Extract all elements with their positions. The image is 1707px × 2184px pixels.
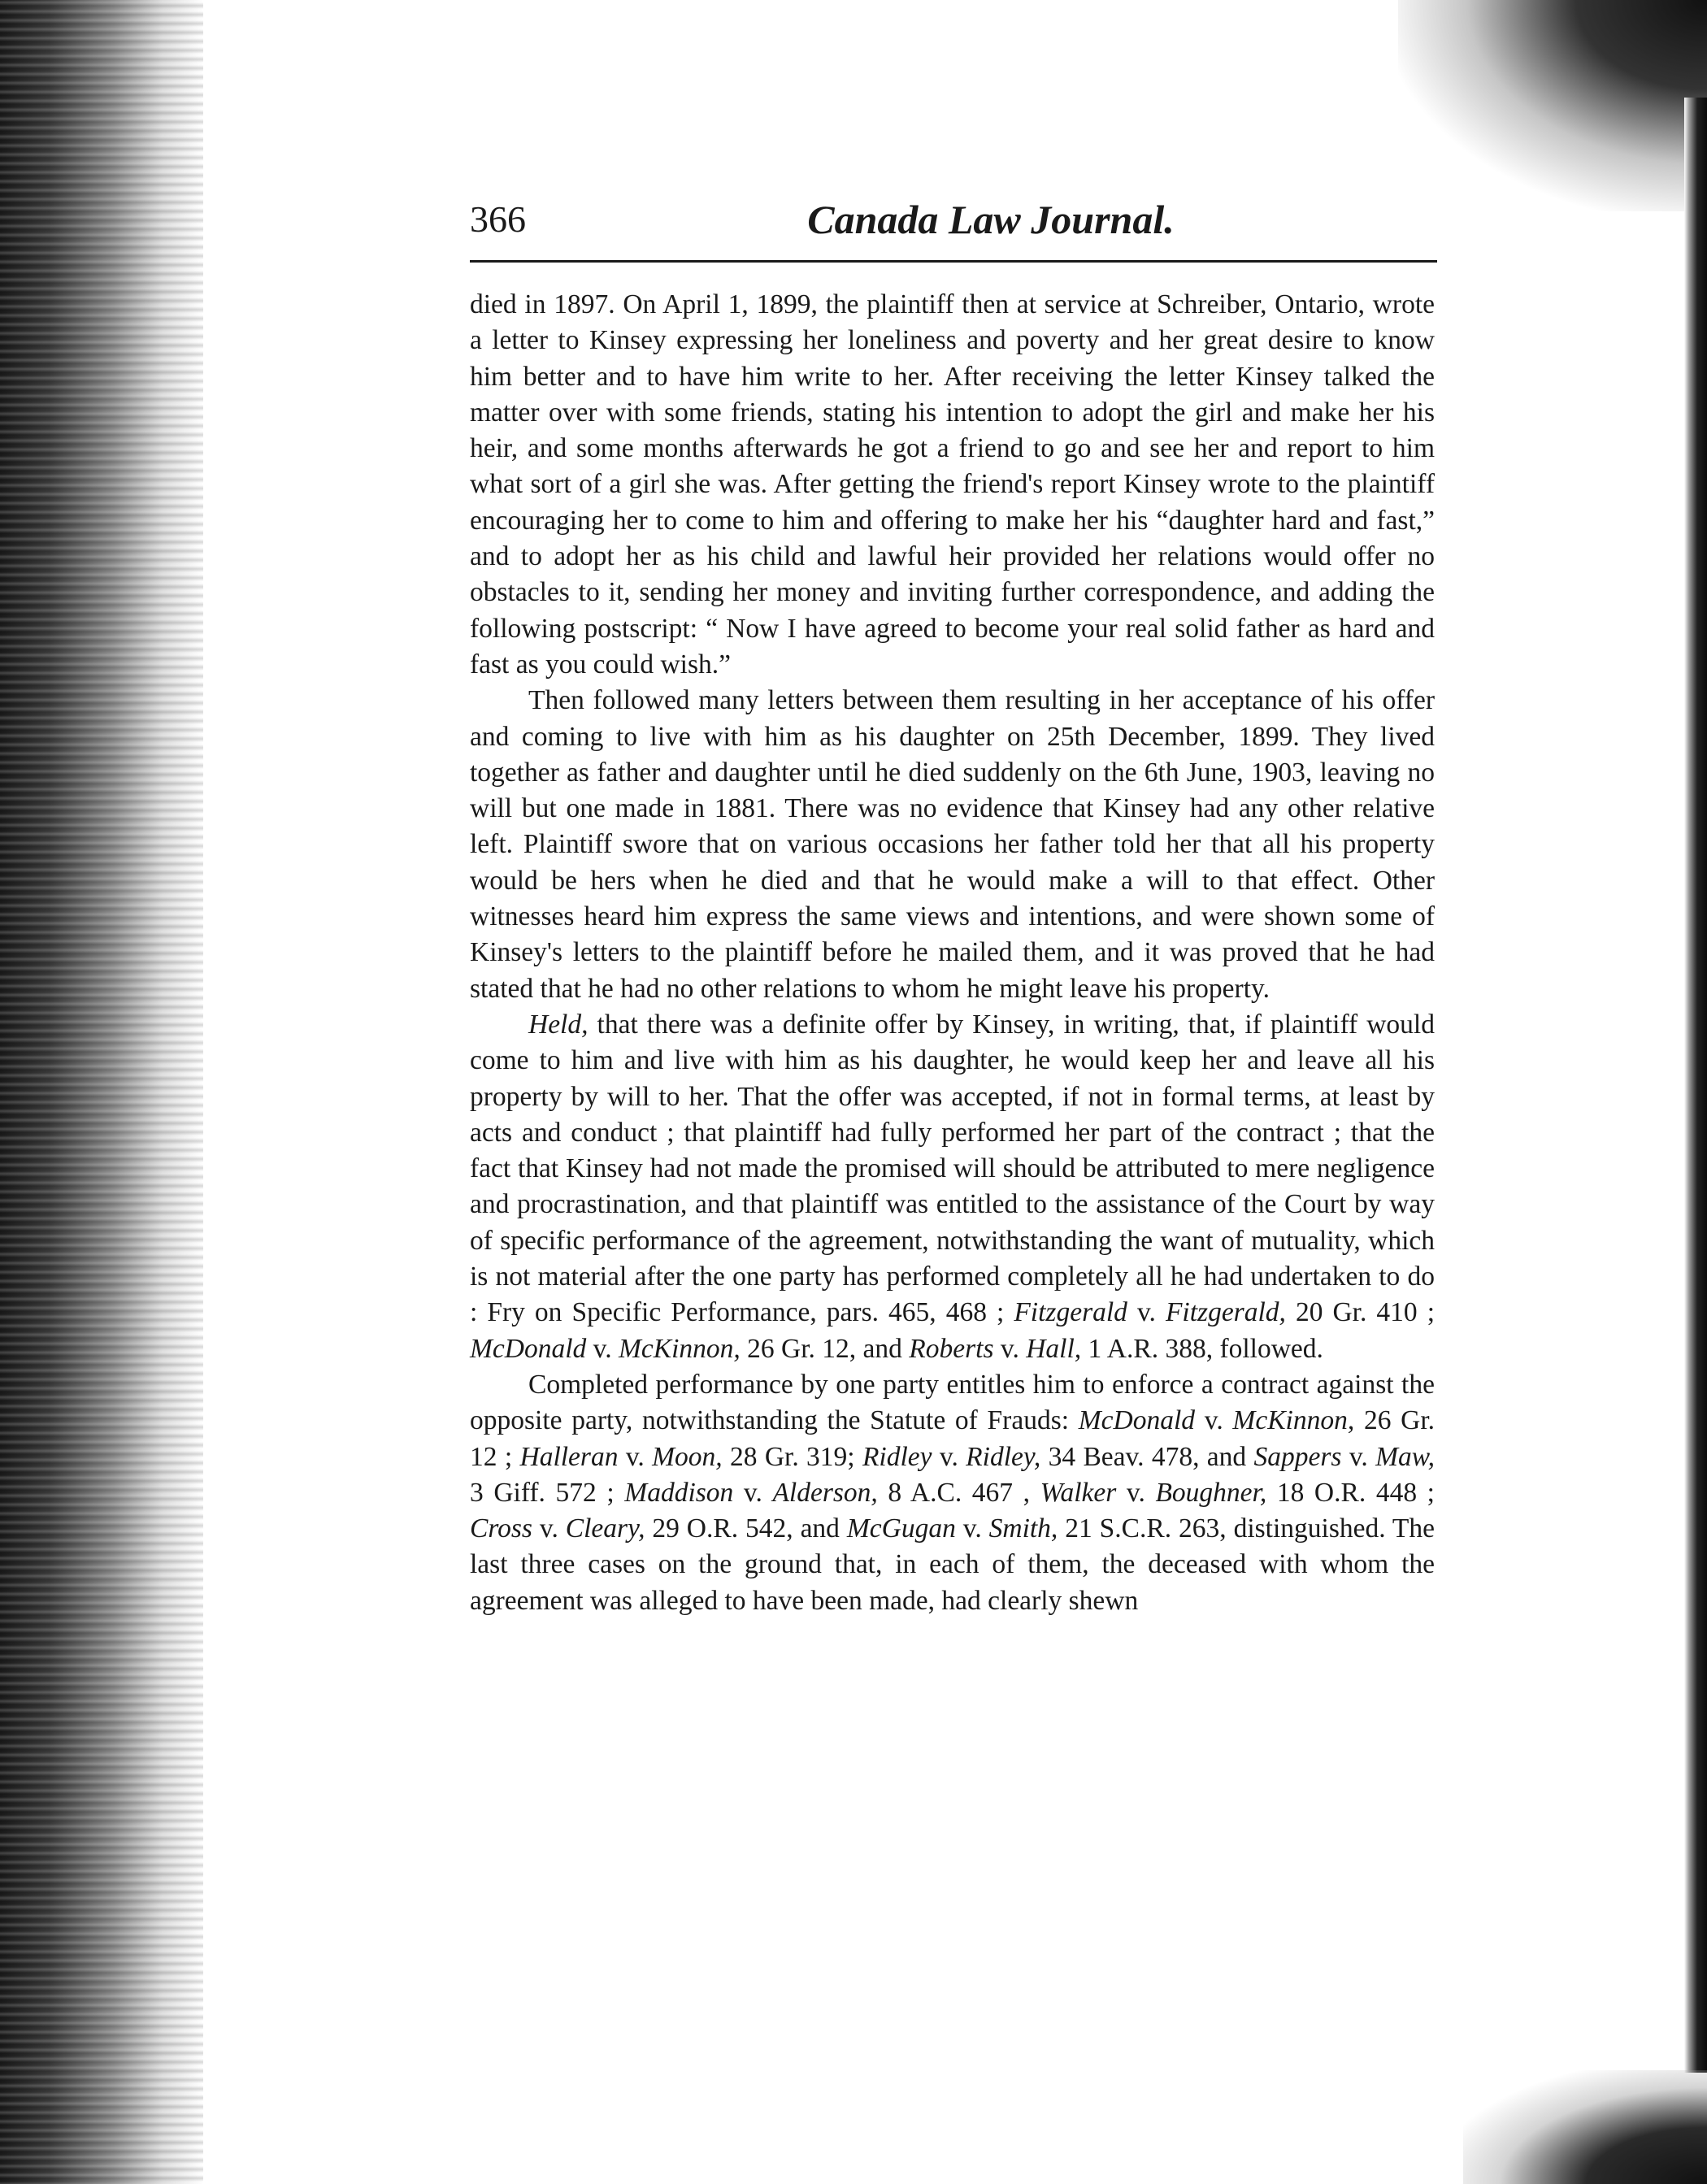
case-name: Walker: [1040, 1477, 1117, 1508]
citation-text: 28 Gr. 319;: [722, 1441, 862, 1472]
case-name: Alderson,: [772, 1477, 878, 1508]
article-body: [470, 287, 1435, 1619]
case-name: Smith,: [988, 1513, 1058, 1544]
case-versus: v.: [932, 1441, 966, 1472]
case-name: McKinnon,: [618, 1333, 741, 1364]
paragraph-completed-performance: [470, 1367, 1435, 1619]
case-versus: v.: [733, 1477, 773, 1508]
case-versus: v.: [993, 1333, 1027, 1364]
case-name: Fitzgerald,: [1165, 1297, 1286, 1328]
case-name: Boughner,: [1155, 1477, 1267, 1508]
scan-shadow-top-right: [1398, 0, 1707, 211]
case-name: Roberts: [909, 1333, 994, 1364]
case-versus: v.: [586, 1333, 619, 1364]
paragraph-held: [470, 1007, 1435, 1367]
header-rule: [470, 260, 1437, 263]
paragraph-facts-continued: died in 1897. On April 1, 1899, the plaintiff then at service at Schreiber, Ontario, wrote a letter to Kinsey expressing her loneliness and poverty and her great desire to know him better and to have him write to her. After receiving the letter Kinsey talked the matter over with some friends, stating his intention to adopt the girl and make her his heir, and some months afterwards he got a friend to go and see her and report to him what sort of a girl she was. After getting the friend's report Kinsey wrote to the plaintiff encouraging her to come to him and offering to make her his “daughter hard and fast,” and to adopt her as his child and lawful heir provided her relations would offer no obstacles to it, sending her money and inviting further correspondence, and adding the following postscript: “ Now I have agreed to become your real solid father as hard and fast as you could wish.”: [470, 289, 1435, 680]
case-name: McGugan: [846, 1513, 956, 1544]
case-name: Cleary,: [565, 1513, 645, 1544]
page-number: 366: [470, 198, 526, 240]
case-name: McDonald: [470, 1333, 587, 1364]
case-name: McDonald: [1078, 1405, 1196, 1436]
scan-shadow-left: [0, 0, 203, 2184]
case-versus: v.: [1127, 1297, 1166, 1328]
citation-text: 26 Gr. 12, and: [740, 1333, 910, 1364]
case-versus: v.: [1195, 1405, 1233, 1436]
case-name: McKinnon,: [1232, 1405, 1355, 1436]
case-name: Sappers: [1253, 1441, 1342, 1472]
citation-text: 1 A.R. 388, followed.: [1081, 1333, 1323, 1364]
case-name: Moon,: [652, 1441, 723, 1472]
citation-text: 20 Gr. 410 ;: [1285, 1297, 1435, 1328]
held-label: Held,: [528, 1009, 589, 1040]
case-name: Maddison: [624, 1477, 734, 1508]
citation-text: 18 O.R. 448 ;: [1266, 1477, 1435, 1508]
citation-text: 21 S.C.R. 263, distinguished. The last three cases on the ground that, in each of them, the deceased with whom the agreement was alleged to have been made, had clearly shewn: [470, 1513, 1436, 1616]
case-name: Ridley: [862, 1441, 932, 1472]
citation-text: 29 O.R. 542, and: [645, 1513, 847, 1544]
scan-shadow-right: [1684, 98, 1707, 2073]
case-versus: v.: [1116, 1477, 1156, 1508]
case-versus: v.: [618, 1441, 653, 1472]
case-name: Ridley,: [966, 1441, 1041, 1472]
citation-text: 26 Gr. 12 ;: [470, 1405, 1436, 1472]
performance-text: Completed performance by one party entitles him to enforce a contract against the opposite party, notwithstanding the Statute of Frauds:: [470, 1369, 1435, 1436]
case-versus: v.: [1341, 1441, 1376, 1472]
case-name: Fitzgerald: [1014, 1297, 1127, 1328]
case-versus: v.: [532, 1513, 566, 1544]
held-text: that there was a definite offer by Kinsey, in writing, that, if plaintiff would come to him and live with him as his daughter, he would keep her and leave all his property by will to her. That the offer was accepted, if not in formal terms, at least by acts and conduct ; that plaintiff had fully performed her part of the contract ; that the fact that Kinsey had not made the promised will should be attributed to mere negligence and procrastination, and that plaintiff was entitled to the assistance of the Court by way of specific performance of the agreement, notwithstanding the want of mutuality, which is not material after the one party has performed completely all he had undertaken to do : Fry on Specific Performance, pars. 465, 468 ;: [470, 1009, 1435, 1328]
journal-page: [470, 195, 1435, 1619]
citation-text: 34 Beav. 478, and: [1040, 1441, 1254, 1472]
journal-title: Canada Law Journal.: [807, 197, 1175, 242]
running-head: [470, 195, 1435, 255]
case-name: Halleran: [519, 1441, 619, 1472]
citation-text: 3 Giff. 572 ;: [470, 1477, 625, 1508]
citation-text: 8 A.C. 467 ,: [877, 1477, 1040, 1508]
case-versus: v.: [955, 1513, 989, 1544]
case-name: Maw,: [1375, 1441, 1435, 1472]
scan-shadow-bottom-right: [1463, 2070, 1707, 2184]
paragraph-facts: Then followed many letters between them resulting in her acceptance of his offer and coming to live with him as his daughter on 25th December, 1899. They lived together as father and daughter until he died suddenly on the 6th June, 1903, leaving no will but one made in 1881. There was no evidence that Kinsey had any other relative left. Plaintiff swore that on various occasions her father told her that all his property would be hers when he died and that he would make a will to that effect. Other witnesses heard him express the same views and intentions, and were shown some of Kinsey's letters to the plaintiff before he mailed them, and it was proved that he had stated that he had no other relations to whom he might leave his property.: [470, 685, 1435, 1004]
case-name: Hall,: [1026, 1333, 1082, 1364]
case-name: Cross: [470, 1513, 532, 1544]
